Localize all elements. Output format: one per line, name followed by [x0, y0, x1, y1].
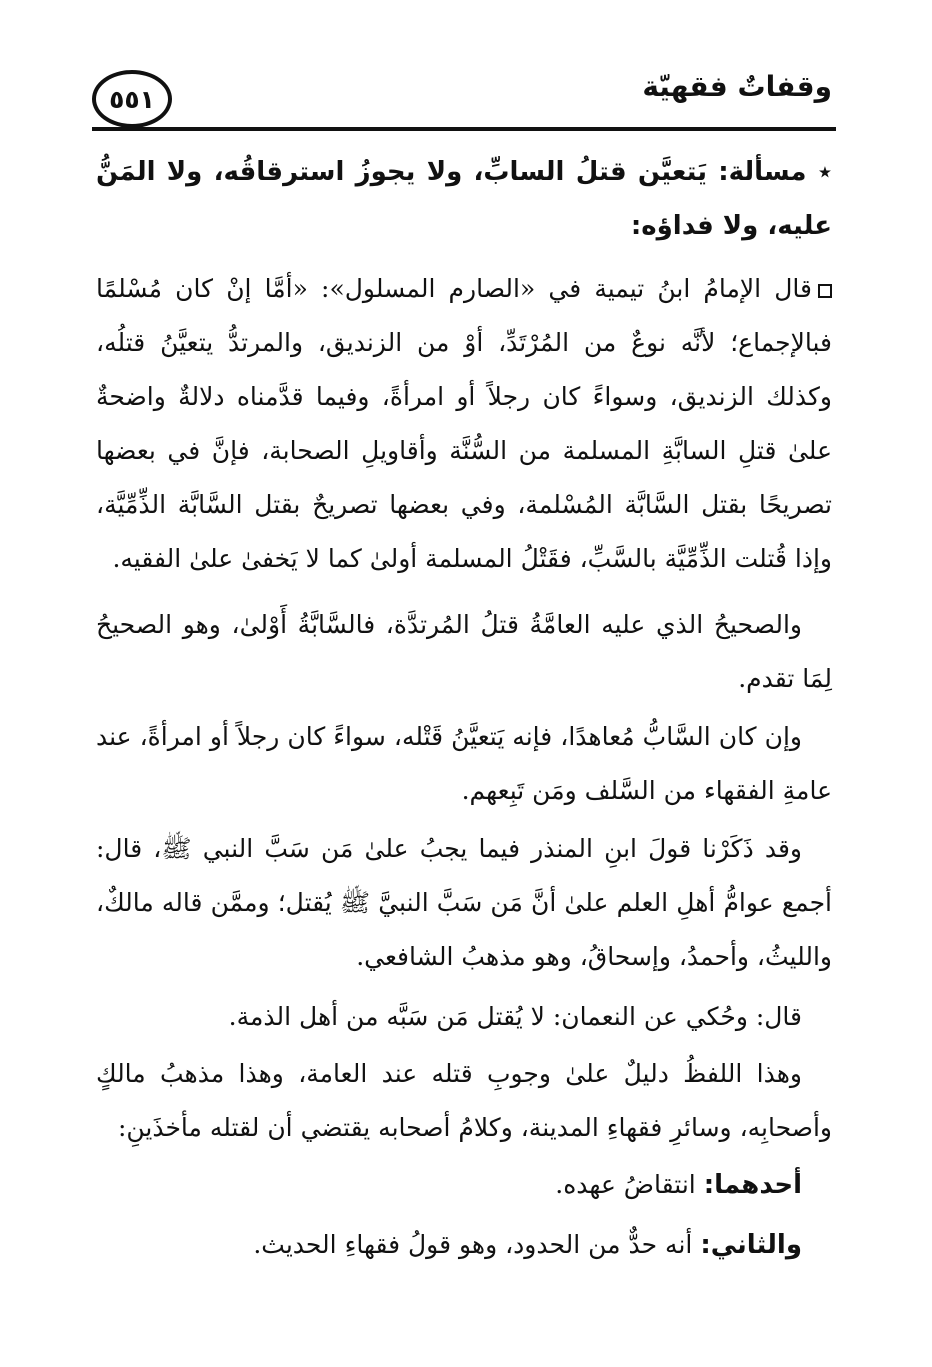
square-marker-icon [818, 284, 832, 298]
paragraph-5: قال: وحُكي عن النعمان: لا يُقتل مَن سَبَّه من أهل الذمة. [228, 1002, 802, 1031]
paragraph-2: والصحيحُ الذي عليه العامَّةُ قتلُ المُرتدَّة، فالسَّابَّةُ أَوْلىٰ، وهو الصحيحُ لِمَا تقدم. [96, 610, 832, 693]
reason-1-text: انتقاضُ عهده. [555, 1170, 696, 1199]
paragraph-1-text: قال الإمامُ ابنُ تيمية في «الصارم المسلول»: «أمَّا إنْ كان مُسْلمًا فبالإجماع؛ لأنَّه نوعٌ من المُرْتَدِّ، أوْ من الزنديق، والمرتدُّ يتعيَّنُ قتلُه، وكذلك الزنديق، وسواءً كان رجلاً أو امرأةً، وفيما قدَّمناه دلالةٌ واضحةٌ علىٰ قتلِ السابَّةِ المسلمة من السُّنَّة وأقاويلِ الصحابة، فإنَّ في بعضها تصريحًا بقتل السَّابَّة المُسْلمة، وفي بعضها تصريحٌ بقتل السَّابَّة الذِّمِّيَّة، وإذا قُتلت الذِّمِّيَّة بالسَّبِّ، فقَتْلُ المسلمة أولىٰ كما لا يَخفىٰ علىٰ الفقيه. [96, 274, 832, 573]
header-rule [92, 127, 836, 131]
paragraph-4: وقد ذَكَرْنا قولَ ابنِ المنذر فيما يجبُ علىٰ مَن سَبَّ النبي ﷺ، قال: أجمع عوامُّ أهلِ العلم علىٰ أنَّ مَن سَبَّ النبيَّ ﷺ يُقتل؛ وممَّن قاله مالكٌ، والليثُ، وأحمدُ، وإسحاقُ، وهو مذهبُ الشافعي. [96, 834, 832, 971]
page-number [92, 70, 172, 128]
reason-2-text: أنه حدٌّ من الحدود، وهو قولُ فقهاءِ الحديث. [253, 1230, 693, 1259]
issue-title: مسألة: يَتعيَّن قتلُ السابِّ، ولا يجوزُ استرقاقُه، ولا المَنُّ عليه، ولا فداؤه: [96, 157, 832, 241]
paragraph-6: وهذا اللفظُ دليلٌ علىٰ وجوبِ قتله عند العامة، وهذا مذهبُ مالكٍ وأصحابِه، وسائرِ فقهاءِ المدينة، وكلامُ أصحابه يقتضي أن لقتله مأخذَينِ: [96, 1059, 832, 1142]
reason-1-label: أحدهما: [703, 1170, 802, 1200]
reason-2 [96, 1218, 832, 1272]
issue-heading [96, 145, 832, 253]
running-title: وقفاتٌ فقهيّة [642, 70, 832, 103]
reason-1 [96, 1158, 832, 1212]
page-number-text: ٥٥١ [109, 84, 155, 114]
paragraph-3: وإن كان السَّابُّ مُعاهدًا، فإنه يَتعيَّنُ قَتْله، سواءً كان رجلاً أو امرأةً، عند عامةِ الفقهاء من السَّلف ومَن تَبِعهم. [96, 722, 832, 805]
star-bullet-icon: ٭ [817, 157, 832, 187]
paragraph-1 [96, 262, 832, 586]
reason-2-label: والثاني: [700, 1230, 802, 1260]
